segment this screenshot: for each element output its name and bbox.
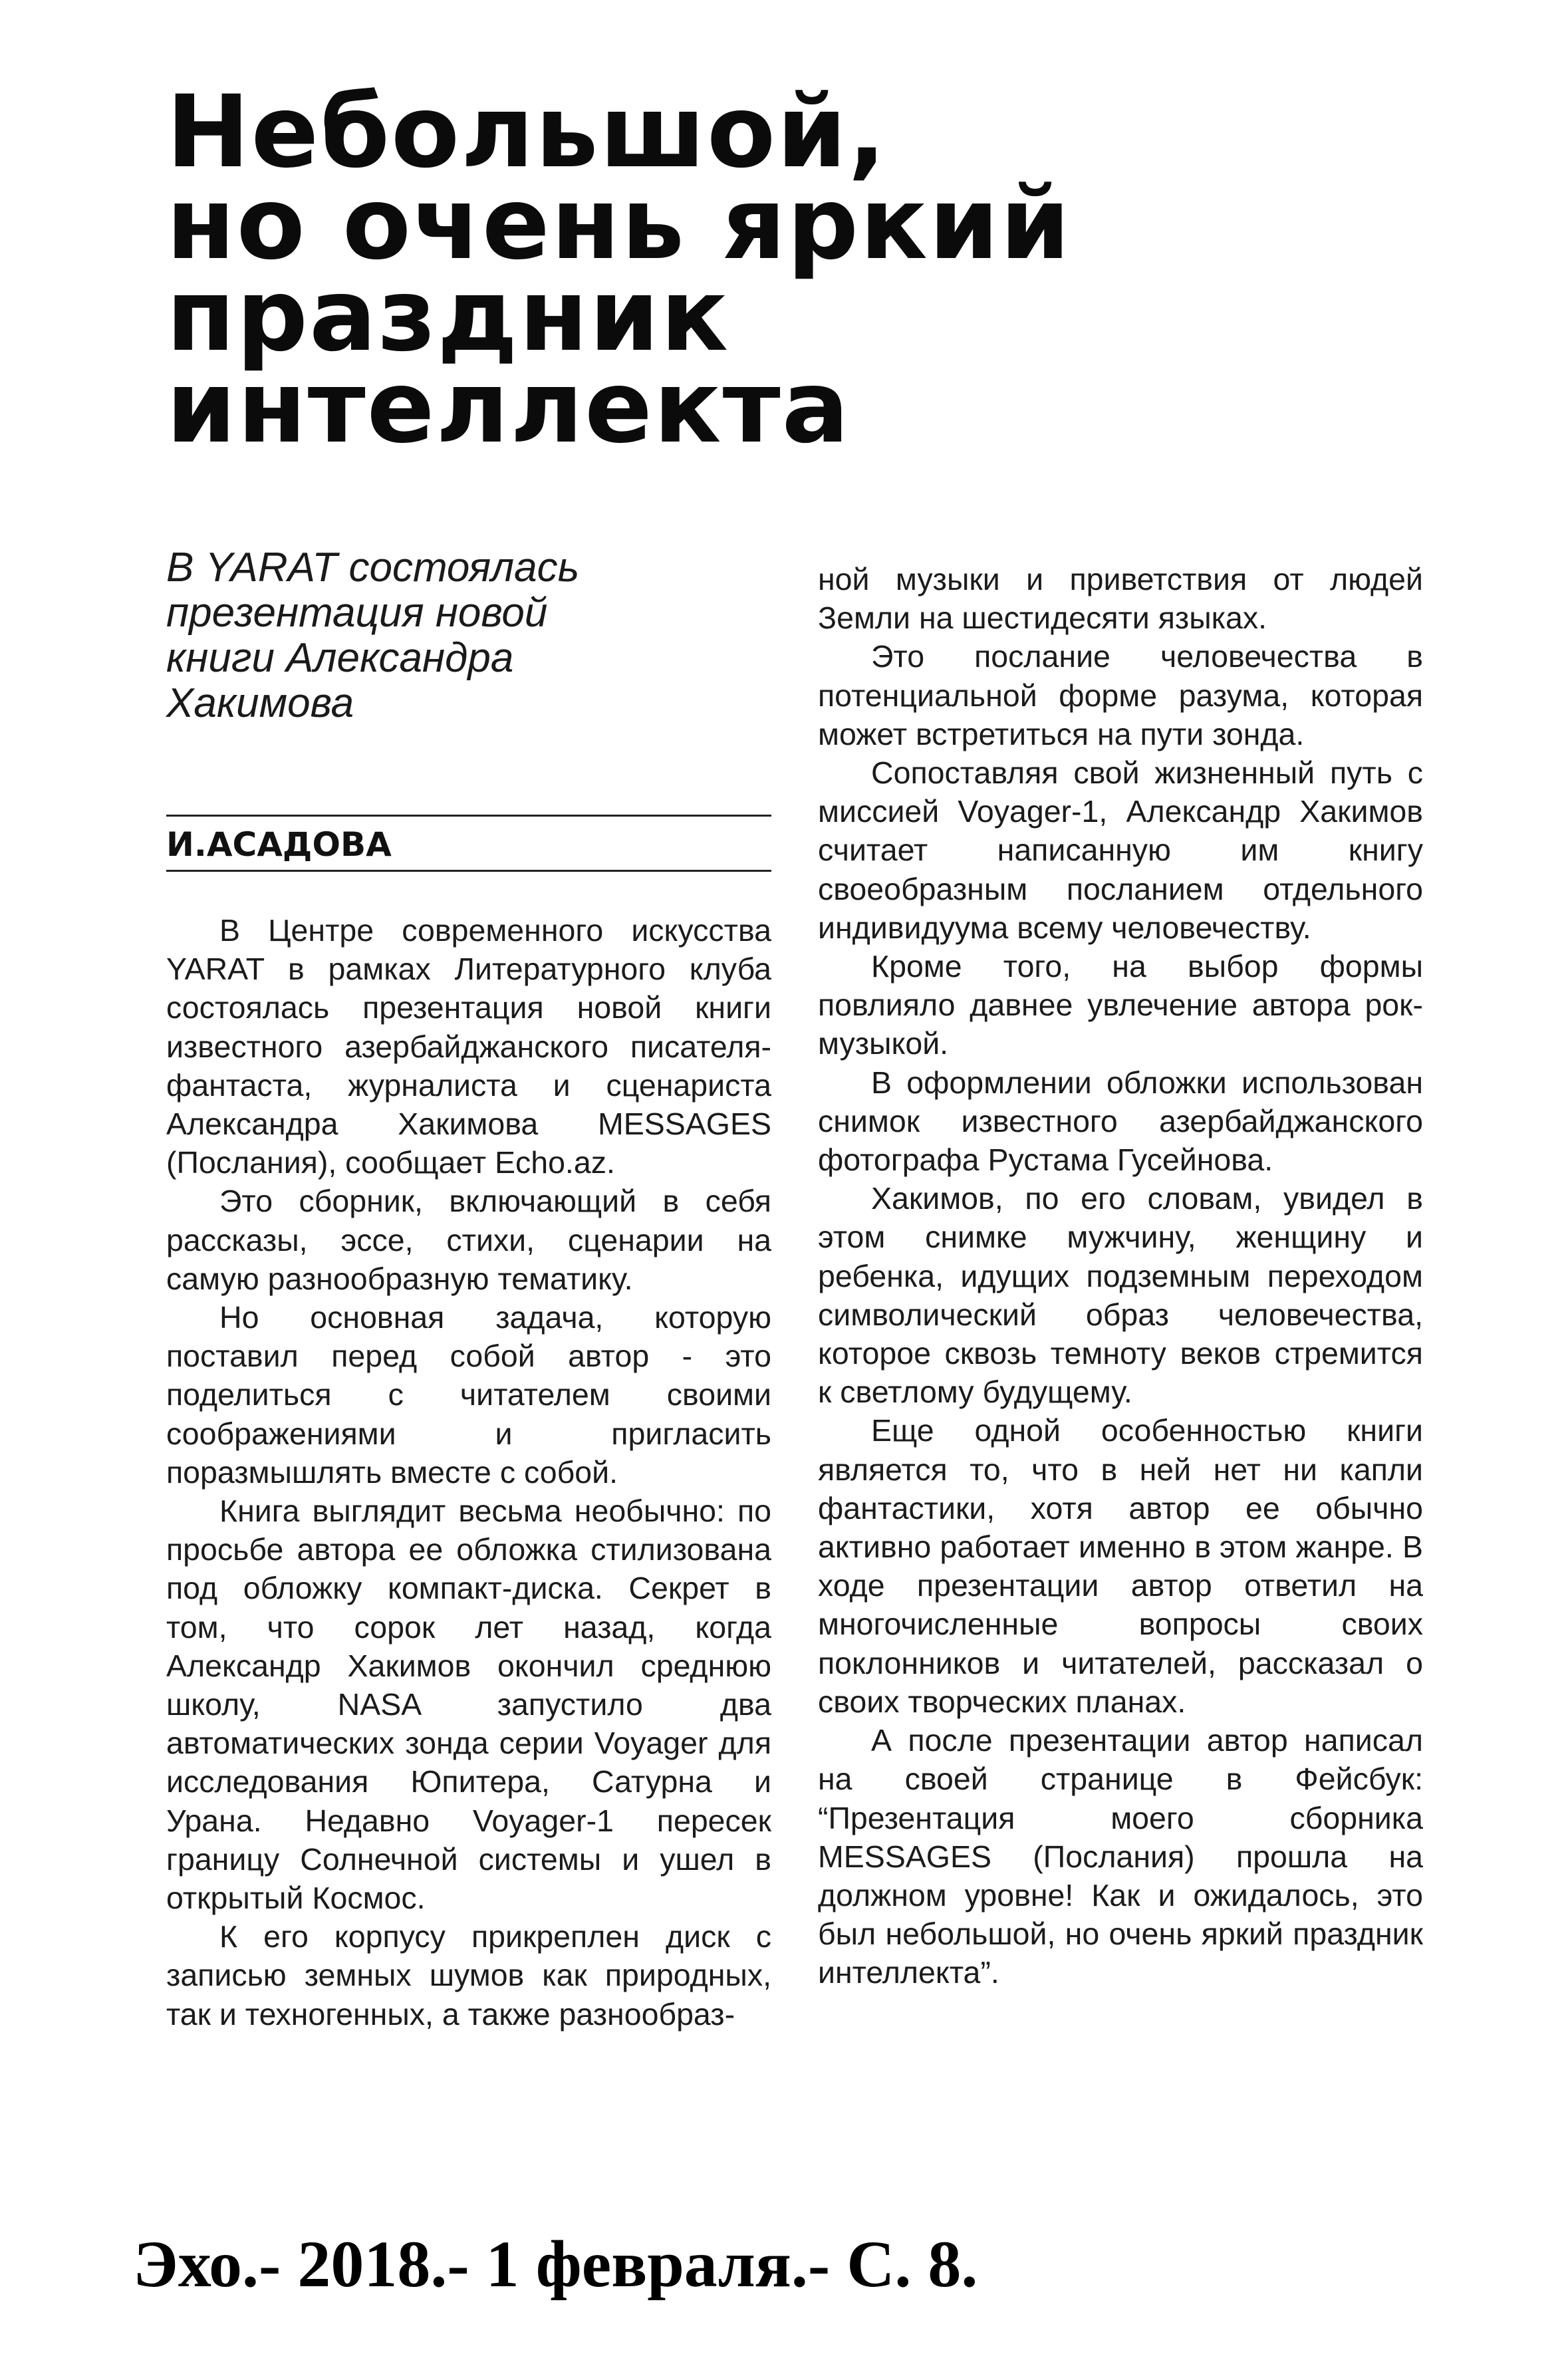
headline-line: интеллекта <box>166 350 850 465</box>
paragraph: В оформлении обложки использован снимок известного азербайджанского фотографа Рустама Гусейнова. <box>818 1065 1423 1178</box>
paragraph: Это послание человечества в потенциальной форме разума, которая может встретиться на пути зонда. <box>818 639 1423 751</box>
paragraph: Книга выглядит весьма необычно: по просьбе автора ее обложка стилизована под обложку компакт-диска. Секрет в том, что сорок лет назад, когда Александр Хакимов окончил среднюю школу, NASA запустило два автоматических зонда серии Voyager для исследования Юпитера, Сатурна и Урана. Недавно Voyager-1 пересек границу Солнечной системы и ушел в открытый Космос. <box>166 1494 771 1916</box>
right-column <box>818 560 1423 1992</box>
left-column <box>166 911 771 2034</box>
source-citation: Эхо.- 2018.- 1 февраля.- С. 8. <box>133 2227 978 2301</box>
paragraph: Хакимов, по его словам, увидел в этом снимке мужчину, женщину и ребенка, идущих подземным переходом символический образ человечества, которое сквозь темноту веков стремится к светлому будущему. <box>818 1181 1423 1410</box>
headline-line: Небольшой, <box>166 74 888 190</box>
headline <box>166 74 1297 465</box>
headline-line: но очень яркий <box>166 166 1072 282</box>
paragraph: Но основная задача, которую поставил перед собой автор - это поделиться с читателем своими соображениями и пригласить поразмышлять вместе с собой. <box>166 1300 771 1490</box>
paragraph: Сопоставляя свой жизненный путь с миссией Voyager-1, Александр Хакимов считает написанную им книгу своеобразным посланием отдельного индивидуума всему человечеству. <box>818 755 1423 945</box>
paragraph-continuation: ной музыки и приветствия от людей Земли на шестидесяти языках. <box>818 562 1423 636</box>
paragraph: Еще одной особенностью книги является то, что в ней нет ни капли фантастики, хотя автор ее обычно активно работает именно в этом жанре. В ходе презентации автор ответил на многочисленные вопросы своих поклонников и читателей, рассказал о своих творческих планах. <box>818 1413 1423 1719</box>
author-byline: И.АСАДОВА <box>166 825 392 864</box>
paragraph: А после презентации автор написал на своей странице в Фейсбук: “Презентация моего сборника MESSAGES (Послания) прошла на должном уровне! Как и ожидалось, это был небольшой, но очень яркий праздник интеллекта”. <box>818 1723 1423 1990</box>
paragraph: Это сборник, включающий в себя рассказы, эссе, стихи, сценарии на самую разнообразную тематику. <box>166 1184 771 1296</box>
subtitle: В YARAT состоялась презентация новой книги Александра Хакимова <box>166 545 580 726</box>
paragraph: В Центре современного искусства YARAT в рамках Литературного клуба состоялась презентация новой книги известного азербайджанского писателя-фантаста, журналиста и сценариста Александра Хакимова MESSAGES (Послания), сообщает Echo.az. <box>166 913 771 1180</box>
paragraph: Кроме того, на выбор формы повлияло давнее увлечение автора рок-музыкой. <box>818 949 1423 1061</box>
paragraph: К его корпусу прикреплен диск с записью земных шумов как природных, так и техногенных, а также разнообраз- <box>166 1919 771 2032</box>
headline-line: праздник <box>166 258 730 374</box>
byline-box <box>166 815 771 872</box>
